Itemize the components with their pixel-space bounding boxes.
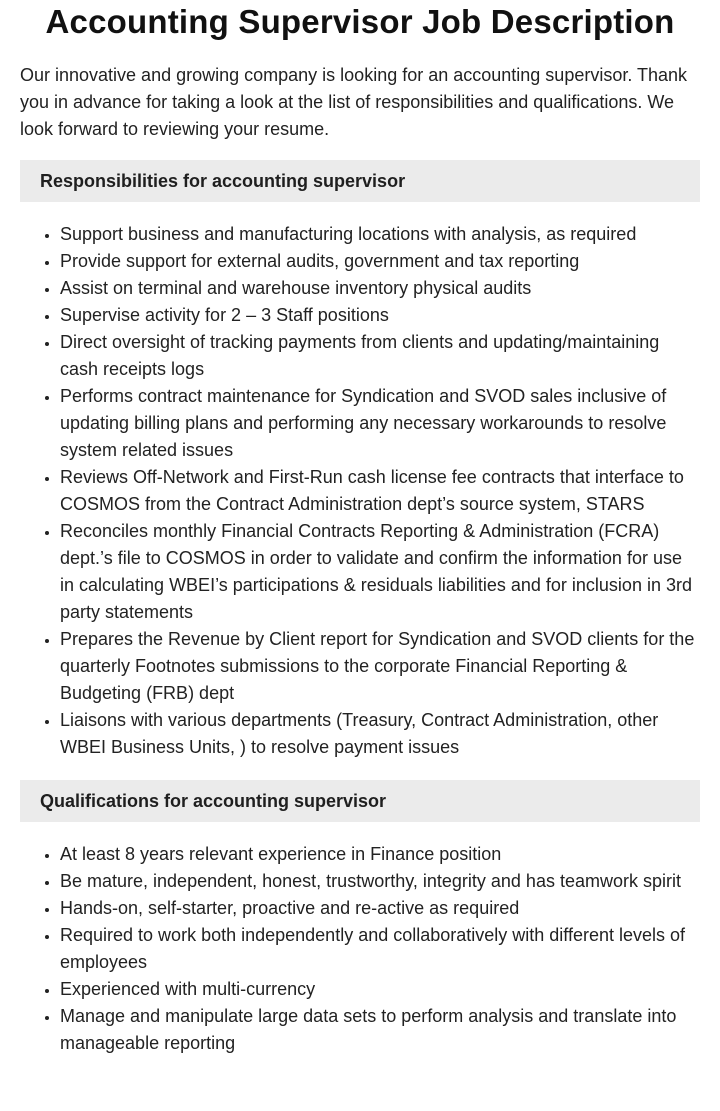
list-item: • Required to work both independently and collaboratively with different levels of employees [60,922,700,976]
qualifications-list [20,841,700,1057]
list-item: • Support business and manufacturing locations with analysis, as required [60,221,700,248]
list-item: • Experienced with multi-currency [60,976,700,1003]
qualifications-heading: Qualifications for accounting supervisor [20,780,700,822]
list-item: • Prepares the Revenue by Client report for Syndication and SVOD clients for the quarterly Footnotes submissions to the corporate Financial Reporting & Budgeting (FRB) dept [60,626,700,707]
list-item: • Hands-on, self-starter, proactive and re-active as required [60,895,700,922]
list-item: • Provide support for external audits, government and tax reporting [60,248,700,275]
list-item: • At least 8 years relevant experience in Finance position [60,841,700,868]
list-item: • Liaisons with various departments (Treasury, Contract Administration, other WBEI Business Units, ) to resolve payment issues [60,707,700,761]
list-item: • Manage and manipulate large data sets to perform analysis and translate into manageable reporting [60,1003,700,1057]
list-item: • Reviews Off-Network and First-Run cash license fee contracts that interface to COSMOS from the Contract Administration dept’s source system, STARS [60,464,700,518]
page-title: Accounting Supervisor Job Description [45,3,675,40]
intro-paragraph: Our innovative and growing company is looking for an accounting supervisor. Thank you in advance for taking a look at the list of responsibilities and qualifications. We look forward to reviewing your resume. [20,65,688,139]
responsibilities-list [20,221,700,761]
list-item: • Reconciles monthly Financial Contracts Reporting & Administration (FCRA) dept.’s file to COSMOS in order to validate and confirm the information for use in calculating WBEI’s participations & residuals liabilities and for inclusion in 3rd party statements [60,518,700,626]
list-item: • Supervise activity for 2 – 3 Staff positions [60,302,700,329]
list-item: • Be mature, independent, honest, trustworthy, integrity and has teamwork spirit [60,868,700,895]
responsibilities-heading: Responsibilities for accounting supervisor [20,160,700,202]
list-item: • Direct oversight of tracking payments from clients and updating/maintaining cash receipts logs [60,329,700,383]
list-item: • Performs contract maintenance for Syndication and SVOD sales inclusive of updating billing plans and performing any necessary workarounds to resolve system related issues [60,383,700,464]
list-item: • Assist on terminal and warehouse inventory physical audits [60,275,700,302]
